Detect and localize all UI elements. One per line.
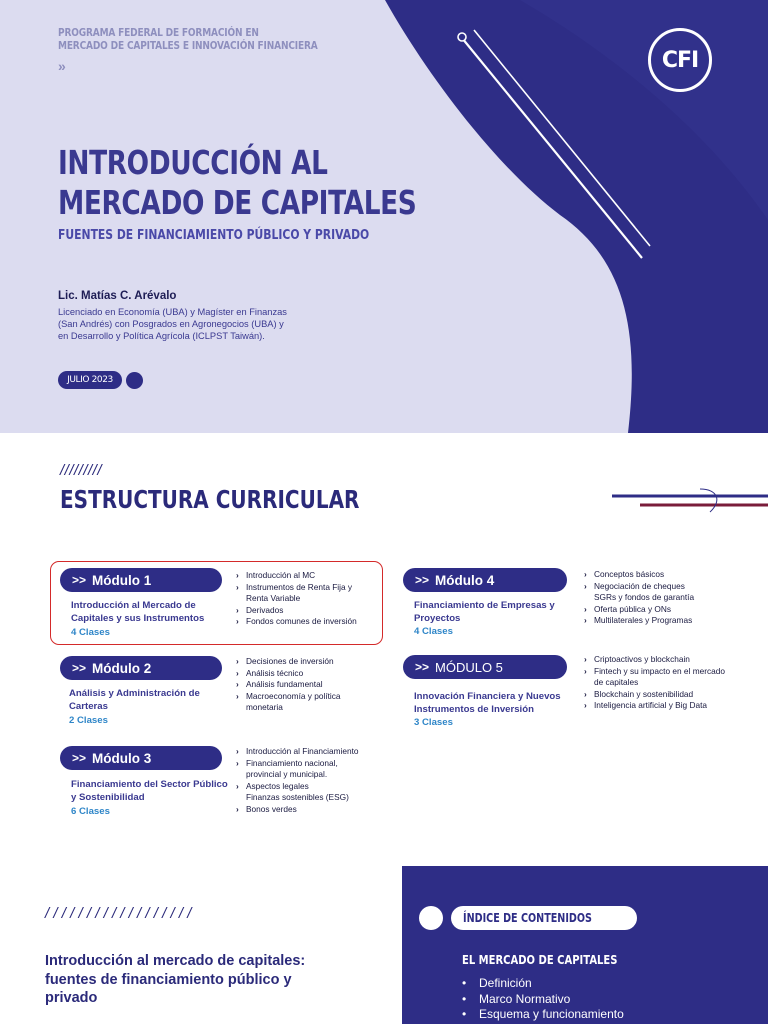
double-chevron-icon: >> — [415, 573, 430, 587]
module-2-label: Módulo 2 — [92, 660, 152, 676]
module-3-classes: 6 Clases — [71, 806, 110, 817]
chevron-double-right-icon: » — [58, 58, 63, 74]
module-3-title-line-1: Financiamiento del Sector Público — [71, 779, 228, 790]
section-title: ESTRUCTURA CURRICULAR — [60, 485, 360, 514]
bottom-title-line-3: privado — [45, 990, 98, 1006]
module-1-title-line-2: Capitales y sus Instrumentos — [71, 613, 205, 624]
module-5-title-line-2: Instrumentos de Inversión — [414, 704, 534, 715]
decorative-lines — [610, 485, 768, 515]
bottom-title-line-1: Introducción al mercado de capitales: — [45, 953, 306, 969]
date-badge: JULIO 2023 — [58, 371, 122, 389]
page-subtitle: FUENTES DE FINANCIAMIENTO PÚBLICO Y PRIVADO — [58, 227, 370, 243]
topic-item: › Inteligencia artificial y Big Data — [584, 700, 707, 710]
module-4-label: Módulo 4 — [435, 572, 495, 588]
double-chevron-icon: >> — [72, 751, 87, 765]
module-3-title-line-2: y Sostenibilidad — [71, 792, 145, 803]
author-name: Lic. Matías C. Arévalo — [58, 290, 177, 302]
topic-item: › Instrumentos de Renta Fija y — [236, 581, 353, 592]
topic-item: › Análisis fundamental — [236, 679, 323, 689]
double-chevron-icon: >> — [415, 660, 430, 674]
module-1-classes: 4 Clases — [71, 627, 110, 638]
module-4-title — [414, 599, 555, 625]
bio-line-1: Licenciado en Economía (UBA) y Magíster en Finanzas — [58, 307, 287, 317]
module-1-label: Módulo 1 — [92, 572, 152, 588]
module-2-title — [69, 687, 200, 713]
topic-item: › Criptoactivos y blockchain — [584, 654, 690, 664]
topic-item: › Multilaterales y Programas — [584, 615, 693, 625]
topic-item-continuation: Renta Variable — [246, 593, 301, 603]
index-panel — [402, 866, 768, 1024]
topic-item: › Fintech y su impacto en el mercado — [584, 665, 725, 676]
module-2-classes: 2 Clases — [69, 715, 108, 726]
cover-hero — [0, 0, 768, 433]
index-item: • Definición — [462, 976, 624, 992]
topic-item-continuation: provincial y municipal. — [246, 769, 328, 779]
program-line-2: MERCADO DE CAPITALES E INNOVACIÓN FINANCIERA — [58, 40, 318, 52]
double-chevron-icon: >> — [72, 573, 87, 587]
module-5-topics — [584, 654, 725, 712]
module-5-label: MÓDULO 5 — [435, 659, 503, 675]
module-1-title-line-1: Introducción al Mercado de — [71, 600, 196, 611]
topic-item: › Conceptos básicos — [584, 569, 665, 579]
topic-item: › Oferta pública y ONs — [584, 603, 672, 614]
title-line-2: MERCADO DE CAPITALES — [58, 183, 417, 222]
topic-item-continuation: de capitales — [594, 677, 639, 687]
topic-item: › Fondos comunes de inversión — [236, 616, 357, 626]
topic-item: › Introducción al Financiamiento — [236, 746, 359, 756]
index-section-title: EL MERCADO DE CAPITALES — [462, 952, 618, 967]
module-5-pill — [403, 655, 567, 679]
topic-item: › Negociación de cheques — [584, 580, 685, 591]
cfi-logo: CFI — [648, 28, 712, 92]
topic-item: › Introducción al MC — [236, 570, 316, 580]
bio-line-2: (San Andrés) con Posgrados en Agronegocios (UBA) y — [58, 319, 284, 329]
index-label-pill — [451, 906, 637, 930]
module-2-title-line-2: Carteras — [69, 701, 108, 712]
topic-item-continuation: Finanzas sostenibles (ESG) — [246, 792, 349, 802]
topic-item: › Aspectos legales — [236, 780, 309, 791]
topic-item: › Bonos verdes — [236, 803, 297, 814]
topic-item-continuation: monetaria — [246, 702, 283, 712]
index-item: • Esquema y funcionamiento — [462, 1007, 624, 1023]
bottom-slashes: ////////////////// — [45, 905, 196, 922]
section-slashes: ///////// — [60, 462, 103, 479]
module-1-topics — [236, 570, 357, 628]
module-3-label: Módulo 3 — [92, 750, 152, 766]
module-5-title — [414, 690, 561, 716]
topic-item: › Análisis técnico — [236, 667, 304, 678]
module-1-title — [71, 599, 204, 625]
program-line-1: PROGRAMA FEDERAL DE FORMACIÓN EN — [58, 27, 259, 39]
module-4-topics — [584, 569, 694, 627]
module-5-classes: 3 Clases — [414, 717, 453, 728]
module-2-title-line-1: Análisis y Administración de — [69, 688, 200, 699]
index-label: ÍNDICE DE CONTENIDOS — [463, 911, 592, 925]
topic-item: › Blockchain y sostenibilidad — [584, 688, 694, 699]
topic-item: › Derivados — [236, 604, 284, 615]
module-4-pill — [403, 568, 567, 592]
decorative-dot — [126, 372, 143, 389]
bottom-title — [45, 952, 305, 1008]
module-2-pill — [60, 656, 222, 680]
program-name — [58, 27, 318, 53]
module-1-pill — [60, 568, 222, 592]
double-chevron-icon: >> — [72, 661, 87, 675]
title-line-1: INTRODUCCIÓN AL — [58, 143, 328, 182]
bottom-title-line-2: fuentes de financiamiento público y — [45, 971, 292, 988]
module-3-topics — [236, 746, 359, 815]
module-5-title-line-1: Innovación Financiera y Nuevos — [414, 691, 561, 702]
module-4-classes: 4 Clases — [414, 626, 453, 637]
page-title — [58, 143, 416, 223]
topic-item: › Decisiones de inversión — [236, 656, 334, 666]
module-3-pill — [60, 746, 222, 770]
module-2-topics — [236, 656, 341, 714]
index-item: • Marco Normativo — [462, 992, 624, 1008]
decorative-dot — [419, 906, 443, 930]
bio-line-3: en Desarrollo y Política Agrícola (ICLPST Taiwán). — [58, 331, 265, 341]
topic-item: › Macroeconomía y política — [236, 690, 341, 701]
module-4-title-line-2: Proyectos — [414, 613, 461, 624]
module-4-title-line-1: Financiamiento de Empresas y — [414, 600, 555, 611]
author-bio — [58, 306, 287, 342]
topic-item-continuation: SGRs y fondos de garantía — [594, 592, 695, 602]
index-list — [462, 976, 624, 1023]
topic-item: › Financiamiento nacional, — [236, 757, 338, 768]
module-3-title — [71, 778, 228, 804]
